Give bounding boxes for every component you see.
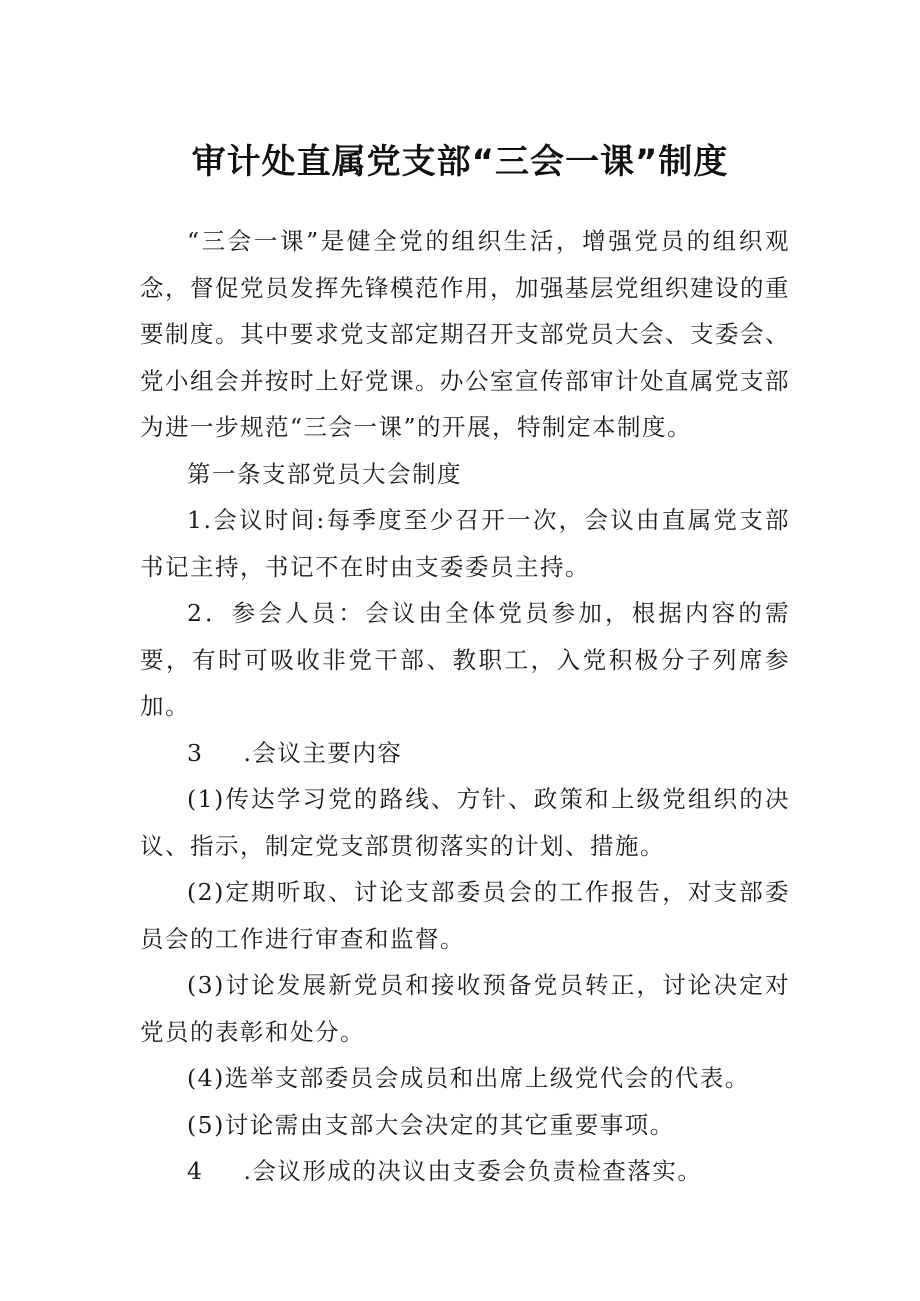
item-2-paragraph: 2．参会人员：会议由全体党员参加，根据内容的需要，有时可吸收非党干部、教职工，入党积极分子列席参加。	[140, 599, 790, 720]
item-3-text: .会议主要内容	[243, 738, 403, 767]
item-4-text: .会议形成的决议由支委会负责检查落实。	[243, 1157, 703, 1185]
item-4-number: 4	[187, 1157, 204, 1185]
sub-item-5-paragraph: (5)讨论需由支部大会决定的其它重要事项。	[187, 1110, 675, 1139]
article-1-heading: 第一条支部党员大会制度	[187, 459, 462, 488]
document-title: 审计处直属党支部“三会一课”制度	[191, 142, 729, 182]
sub-item-3-paragraph: (3)讨论发展新党员和接收预备党员转正，讨论决定对党员的表彰和处分。	[140, 971, 790, 1046]
sub-item-2-paragraph: (2)定期听取、讨论支部委员会的工作报告，对支部委员会的工作进行审查和监督。	[140, 878, 790, 953]
document-body	[140, 218, 790, 1195]
item-1-paragraph: 1.会议时间:每季度至少召开一次，会议由直属党支部书记主持，书记不在时由支委委员主持。	[140, 506, 790, 581]
sub-item-1-paragraph: (1)传达学习党的路线、方针、政策和上级党组织的决议、指示，制定党支部贯彻落实的计划、措施。	[140, 785, 790, 860]
item-4-paragraph	[140, 1148, 790, 1195]
item-3-number: 3	[187, 738, 204, 767]
item-3-paragraph	[140, 730, 790, 777]
sub-item-4-paragraph: (4)选举支部委员会成员和出席上级党代会的代表。	[187, 1064, 750, 1092]
intro-paragraph: “三会一课”是健全党的组织生活，增强党员的组织观念，督促党员发挥先锋模范作用，加强基层党组织建设的重要制度。其中要求党支部定期召开支部党员大会、支委会、党小组会并按时上好党课。办公室宣传部审计处直属党支部为进一步规范“三会一课”的开展，特制定本制度。	[140, 227, 790, 441]
